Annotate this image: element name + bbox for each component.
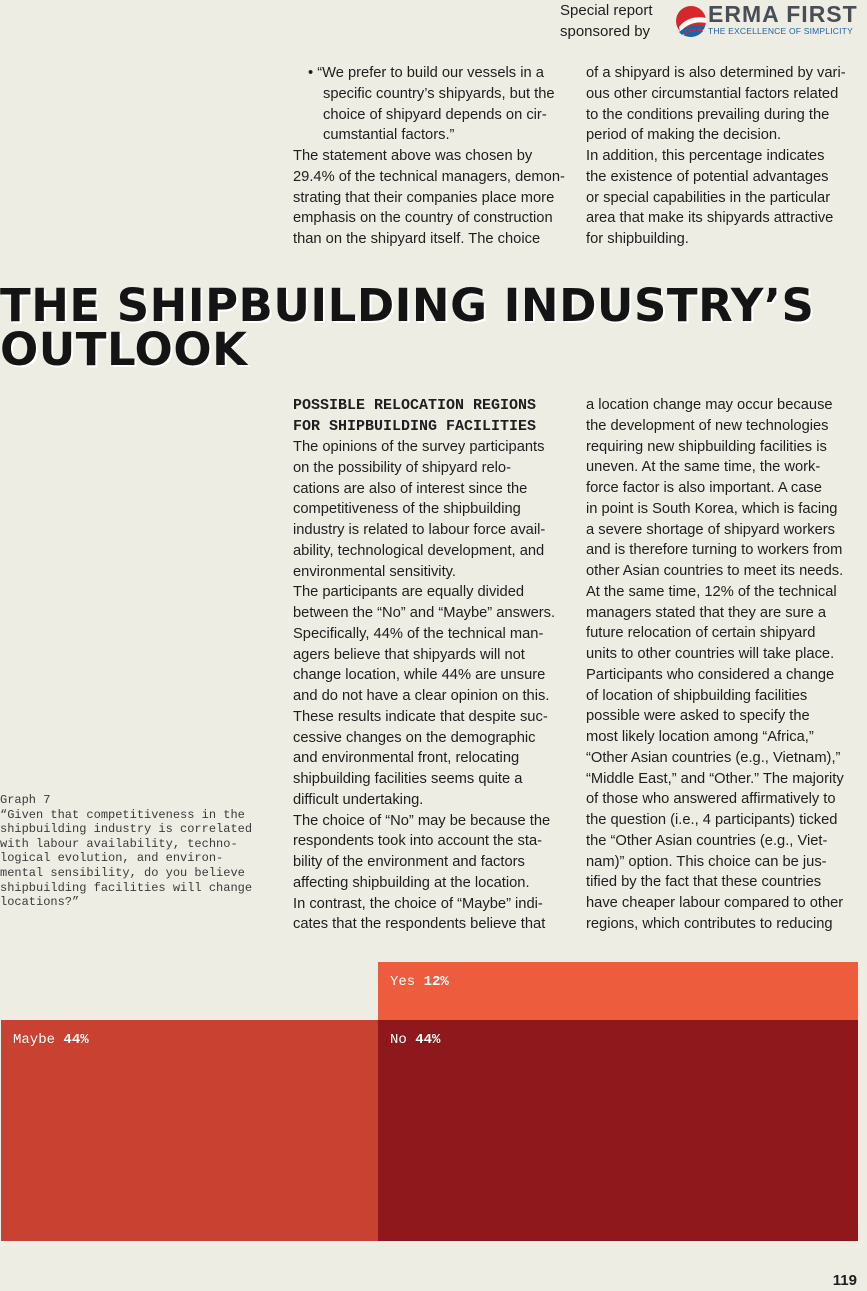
text-line: in point is South Korea, which is facing bbox=[586, 500, 838, 517]
subheading bbox=[293, 395, 565, 437]
text-line: for shipbuilding. bbox=[586, 231, 689, 247]
erma-first-logo bbox=[674, 0, 867, 42]
sponsor-text bbox=[560, 0, 653, 42]
cell-category-label: Maybe bbox=[13, 1032, 56, 1048]
bullet-line: choice of shipyard depends on cir- bbox=[323, 106, 547, 123]
body-column-left bbox=[293, 395, 565, 935]
text-line: force factor is also important. A case bbox=[586, 480, 822, 496]
section-title-line-1: THE SHIPBUILDING INDUSTRY’S bbox=[0, 279, 815, 332]
bullet-line: specific country’s shipyards, but the bbox=[323, 85, 555, 102]
text-line: regions, which contributes to reducing bbox=[586, 915, 833, 932]
bullet-line: • “We prefer to build our vessels in a bbox=[308, 65, 544, 81]
text-line: the question (i.e., 4 participants) ticked bbox=[586, 812, 838, 828]
sponsor-line-2: sponsored by bbox=[560, 23, 651, 40]
text-line: a location change may occur because bbox=[586, 397, 833, 413]
body-lines-right bbox=[586, 395, 858, 935]
text-line: mental sensibility, do you believe bbox=[0, 865, 245, 880]
text-line: agers believe that shipyards will not bbox=[293, 646, 525, 663]
text-line: the development of new technologies bbox=[586, 417, 829, 434]
text-line: The opinions of the survey participants bbox=[293, 439, 545, 455]
logo-emblem-icon bbox=[674, 0, 708, 42]
text-line: and is therefore turning to workers from bbox=[586, 542, 843, 559]
text-line: of location of shipbuilding facilities bbox=[586, 687, 808, 704]
text-line: emphasis on the country of construction bbox=[293, 210, 553, 227]
text-line: shipbuilding facilities seems quite a bbox=[293, 771, 523, 787]
text-line: “Other Asian countries (e.g., Vietnam),” bbox=[586, 749, 841, 766]
text-line: other Asian countries to meet its needs. bbox=[586, 563, 844, 579]
text-line: managers stated that they are sure a bbox=[586, 604, 827, 621]
cell-value-label: 44% bbox=[63, 1032, 89, 1048]
text-line: nam)” option. This choice can be jus- bbox=[586, 853, 827, 870]
text-line: competitiveness of the shipbuilding bbox=[293, 501, 521, 518]
cell-category-label: Yes bbox=[390, 974, 416, 990]
text-line: the existence of potential advantages bbox=[586, 168, 829, 185]
treemap-chart bbox=[0, 962, 858, 1241]
text-line: difficult undertaking. bbox=[293, 791, 424, 808]
text-line: respondents took into account the sta- bbox=[293, 833, 543, 850]
text-line: or special capabilities in the particular bbox=[586, 189, 831, 206]
text-line: Participants who considered a change bbox=[586, 666, 835, 683]
text-line: of a shipyard is also determined by vari- bbox=[586, 65, 846, 81]
text-line: period of making the decision. bbox=[586, 127, 782, 144]
bullet-line: cumstantial factors.” bbox=[323, 127, 455, 144]
text-line: environmental sensitivity. bbox=[293, 563, 456, 580]
body-column-right bbox=[586, 395, 858, 935]
text-line: logical evolution, and environ- bbox=[0, 851, 224, 866]
text-line: shipbuilding facilities will change bbox=[0, 880, 253, 895]
text-line: with labour availability, techno- bbox=[0, 836, 238, 851]
cell-value-label: 44% bbox=[415, 1032, 441, 1048]
treemap-cell-yes bbox=[378, 962, 858, 1020]
text-line: cations are also of interest since the bbox=[293, 480, 528, 497]
text-line: cates that the respondents believe that bbox=[293, 916, 546, 933]
section-title bbox=[0, 279, 867, 376]
text-line: have cheaper labour compared to other bbox=[586, 895, 844, 911]
quote-bullet bbox=[293, 63, 565, 146]
text-line: affecting shipbuilding at the location. bbox=[293, 874, 530, 891]
text-line: The participants are equally divided bbox=[293, 584, 525, 601]
logo-name: ERMA FIRST bbox=[708, 1, 858, 27]
text-line: units to other countries will take place. bbox=[586, 646, 835, 662]
text-line: between the “No” and “Maybe” answers. bbox=[293, 605, 556, 621]
text-line: The choice of “No” may be because the bbox=[293, 812, 551, 829]
graph-caption bbox=[0, 793, 262, 910]
text-line: 29.4% of the technical managers, demon- bbox=[293, 168, 565, 185]
cell-category-label: No bbox=[390, 1032, 407, 1048]
text-line: industry is related to labour force avail- bbox=[293, 522, 546, 538]
sponsor-line-1: Special report bbox=[560, 2, 653, 19]
treemap-cell-no bbox=[378, 1020, 858, 1241]
text-line: area that make its shipyards attractive bbox=[586, 210, 834, 227]
text-line: shipbuilding industry is correlated bbox=[0, 822, 253, 837]
subheading-line-2: FOR SHIPBUILDING FACILITIES bbox=[293, 418, 537, 435]
text-line: change location, while 44% are unsure bbox=[293, 667, 546, 684]
logo-tagline: THE EXCELLENCE OF SIMPLICITY bbox=[708, 26, 853, 36]
text-line: Graph 7 bbox=[0, 793, 51, 807]
text-line: than on the shipyard itself. The choice bbox=[293, 231, 541, 247]
text-line: a severe shortage of shipyard workers bbox=[586, 521, 835, 538]
text-line: the “Other Asian countries (e.g., Viet- bbox=[586, 832, 828, 849]
text-line: Specifically, 44% of the technical man- bbox=[293, 625, 544, 642]
text-line: future relocation of certain shipyard bbox=[586, 625, 816, 642]
text-line: most likely location among “Africa,” bbox=[586, 729, 814, 745]
text-line: At the same time, 12% of the technical bbox=[586, 583, 837, 600]
text-line: and environmental front, relocating bbox=[293, 750, 520, 767]
text-line: locations?” bbox=[0, 895, 80, 910]
text-line: In contrast, the choice of “Maybe” indi- bbox=[293, 895, 543, 912]
text-line: These results indicate that despite suc- bbox=[293, 708, 548, 725]
text-line: “Given that competitiveness in the bbox=[0, 807, 245, 822]
text-line: strating that their companies place more bbox=[293, 189, 555, 206]
treemap-cell-maybe bbox=[1, 1020, 378, 1241]
text-line: requiring new shipbuilding facilities is bbox=[586, 438, 827, 455]
text-line: tified by the fact that these countries bbox=[586, 874, 822, 891]
text-line: cessive changes on the demographic bbox=[293, 729, 536, 746]
top-column-right bbox=[586, 63, 858, 250]
text-line: The statement above was chosen by bbox=[293, 148, 533, 164]
text-line: ous other circumstantial factors related bbox=[586, 85, 839, 102]
text-line: of those who answered affirmatively to bbox=[586, 791, 836, 808]
text-line: possible were asked to specify the bbox=[586, 708, 810, 725]
page-number: 119 bbox=[832, 1272, 857, 1289]
text-line: on the possibility of shipyard relo- bbox=[293, 459, 511, 476]
subheading-line-1: POSSIBLE RELOCATION REGIONS bbox=[293, 397, 537, 414]
top-column-left bbox=[293, 63, 565, 250]
text-line: and do not have a clear opinion on this. bbox=[293, 688, 550, 704]
text-line: to the conditions prevailing during the bbox=[586, 106, 830, 123]
cell-value-label: 12% bbox=[423, 974, 449, 990]
text-line: uneven. At the same time, the work- bbox=[586, 459, 821, 476]
body-lines-left bbox=[293, 437, 565, 935]
text-line: bility of the environment and factors bbox=[293, 854, 525, 870]
text-line: In addition, this percentage indicates bbox=[586, 148, 825, 164]
text-line: ability, technological development, and bbox=[293, 542, 545, 559]
text-line: “Middle East,” and “Other.” The majority bbox=[586, 770, 844, 787]
section-title-line-2: OUTLOOK bbox=[0, 323, 248, 376]
